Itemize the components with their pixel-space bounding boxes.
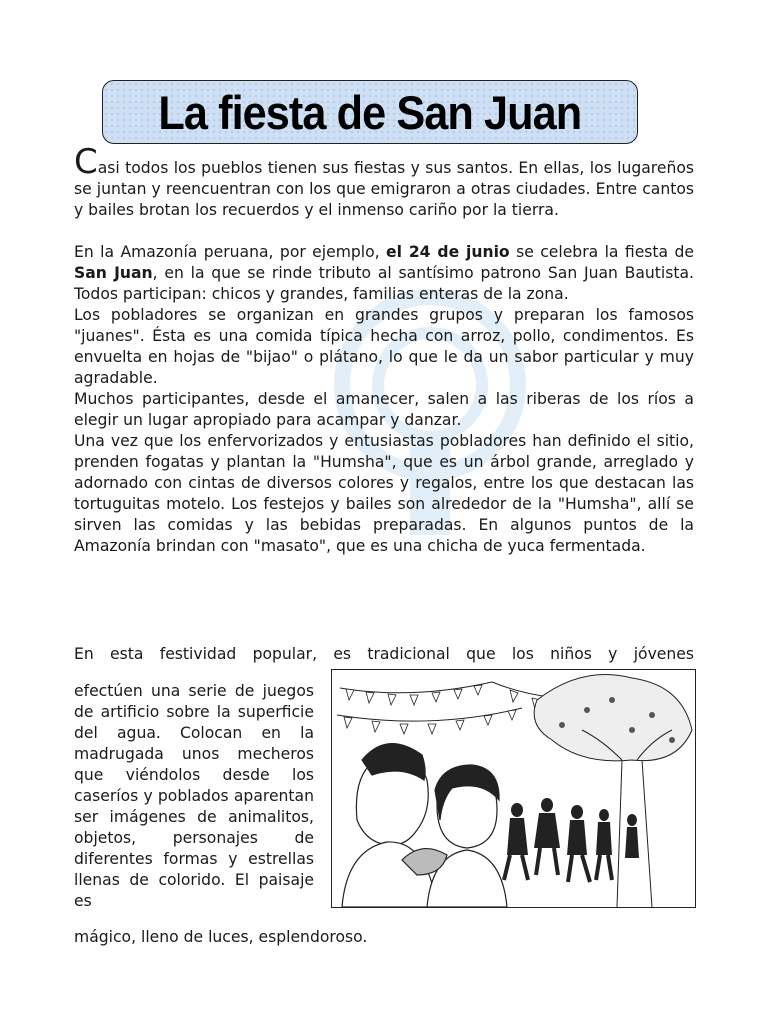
- festival-drawing: [332, 670, 695, 907]
- paragraph-date: En la Amazonía peruana, por ejemplo, el 24 de junio se celebra la fiesta de San Juan, en la que se rinde tributo al santísimo patrono San Juan Bautista. Todos participan: chicos y grandes, familias enteras de la zona.: [74, 243, 695, 303]
- paragraph-festivity-lead: En esta festividad popular, es tradicional que los niños y jóvenes: [74, 645, 694, 663]
- festival-illustration: [331, 669, 696, 908]
- title-banner: [102, 80, 638, 144]
- paragraph-festivity: efectúen una serie de juegos de artificio sobre la superficie del agua. Colocan en la madrugada unos mecheros que viéndolos desde los caseríos y poblados aparentan ser imágenes de animalitos, objetos, personajes de diferentes formas y estrellas llenas de colorido. El paisaje es mágico, lleno de luces, esplendoroso.: [74, 681, 368, 947]
- highlight-date: el 24 de junio: [386, 243, 510, 261]
- article-body: [74, 142, 695, 557]
- paragraph-riverbanks: Muchos participantes, desde el amanecer, salen a las riberas de los ríos a elegir un lugar apropiado para acampar y danzar.: [74, 390, 694, 429]
- drop-cap: C: [74, 142, 98, 182]
- paragraph-intro: Casi todos los pueblos tienen sus fiestas y sus santos. En ellas, los lugareños se juntan y reencuentran con los que emigraron a otras ciudades. Entre cantos y bailes brotan los recuerdos y el inmenso cariño por la tierra.: [74, 142, 694, 219]
- paragraph-humsha: Una vez que los enfervorizados y entusiastas pobladores han definido el sitio, prenden fogatas y plantan la "Humsha", que es un árbol grande, arreglado y adornado con cintas de diversos colores y regalos, entre los que destacan las tortuguitas motelo. Los festejos y bailes son alrededor de la "Humsha", allí se sirven las comidas y las bebidas preparadas. En algunos puntos de la Amazonía brindan con "masato", que es una chicha de yuca fermentada.: [74, 432, 694, 555]
- page-title: La fiesta de San Juan: [158, 85, 582, 139]
- highlight-saint: San Juan: [74, 264, 153, 282]
- paragraph-juanes: Los pobladores se organizan en grandes grupos y preparan los famosos "juanes". Ésta es una comida típica hecha con arroz, pollo, condimentos. Es envuelta en hojas de "bijao" o plátano, lo que le da un sabor particular y muy agradable.: [74, 306, 694, 387]
